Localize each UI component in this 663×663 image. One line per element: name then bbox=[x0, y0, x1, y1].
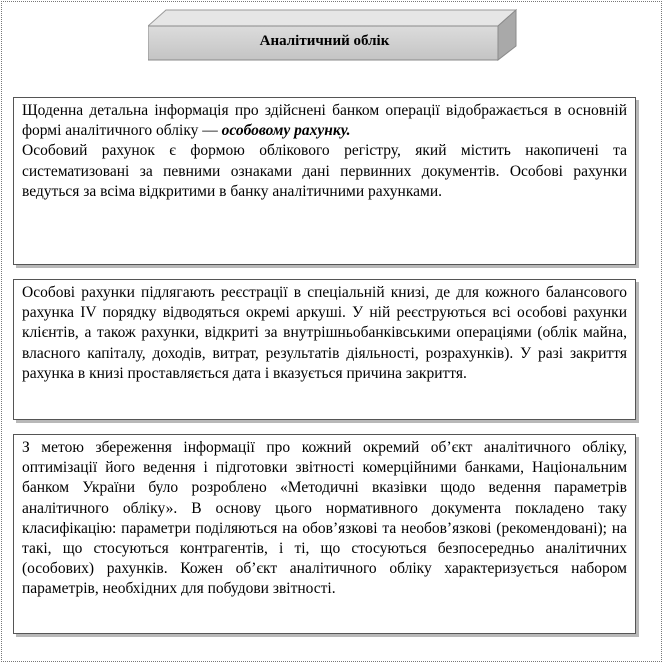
paragraph-register: Особовий рахунок є формою облікового регістру, який містить накопичені та систематизовані за певними ознаками дані первинних документів. Особові рахунки ведуться за всіма відкритими в банку аналітичними рахунками. bbox=[22, 142, 627, 200]
text-block-registration-book bbox=[13, 279, 636, 420]
paragraph-definition-text: Щоденна детальна інформація про здійснені банком операції відображається в основній формі аналітичного обліку — bbox=[22, 102, 627, 140]
paragraph-registration: Особові рахунки підлягають реєстрації в спеціальній книзі, де для кожного балансового рахунка IV порядку відводяться окремі аркуші. У ній реєструються всі особові рахунки клієнтів, а також рахунки, відкриті за внутрішньобанківськими операціями (облік майна, власного капіталу, доходів, витрат, результатів діяльності, розрахунків). У разі закриття рахунка в книзі проставляється дата і вказується причина закриття. bbox=[22, 284, 627, 382]
text-block-methodical-guidelines bbox=[13, 434, 636, 634]
text-block-personal-account bbox=[13, 97, 636, 265]
title-block bbox=[148, 8, 517, 62]
paragraph-parameters: З метою збереження інформації про кожний окремий об’єкт аналітичного обліку, оптимізації його ведення і підготовки звітності комерційними банками, Національним банком України було розроблено «Методичні вказівки щодо ведення параметрів аналітичного обліку». В основу цього нормативного документа покладено таку класифікацію: параметри поділяються на обов’язкові та необов’язкові (рекомендовані); на такі, що стосуються контрагентів, і ті, що стосуються безпосередньо аналітичних (особових) рахунків. Кожен об’єкт аналітичного обліку характеризується набором параметрів, необхідних для побудови звітності. bbox=[22, 439, 627, 598]
term-personal-account: особовому рахунку. bbox=[221, 122, 351, 140]
paragraph-definition bbox=[22, 101, 627, 141]
diagram-title: Аналітичний облік bbox=[259, 33, 390, 49]
